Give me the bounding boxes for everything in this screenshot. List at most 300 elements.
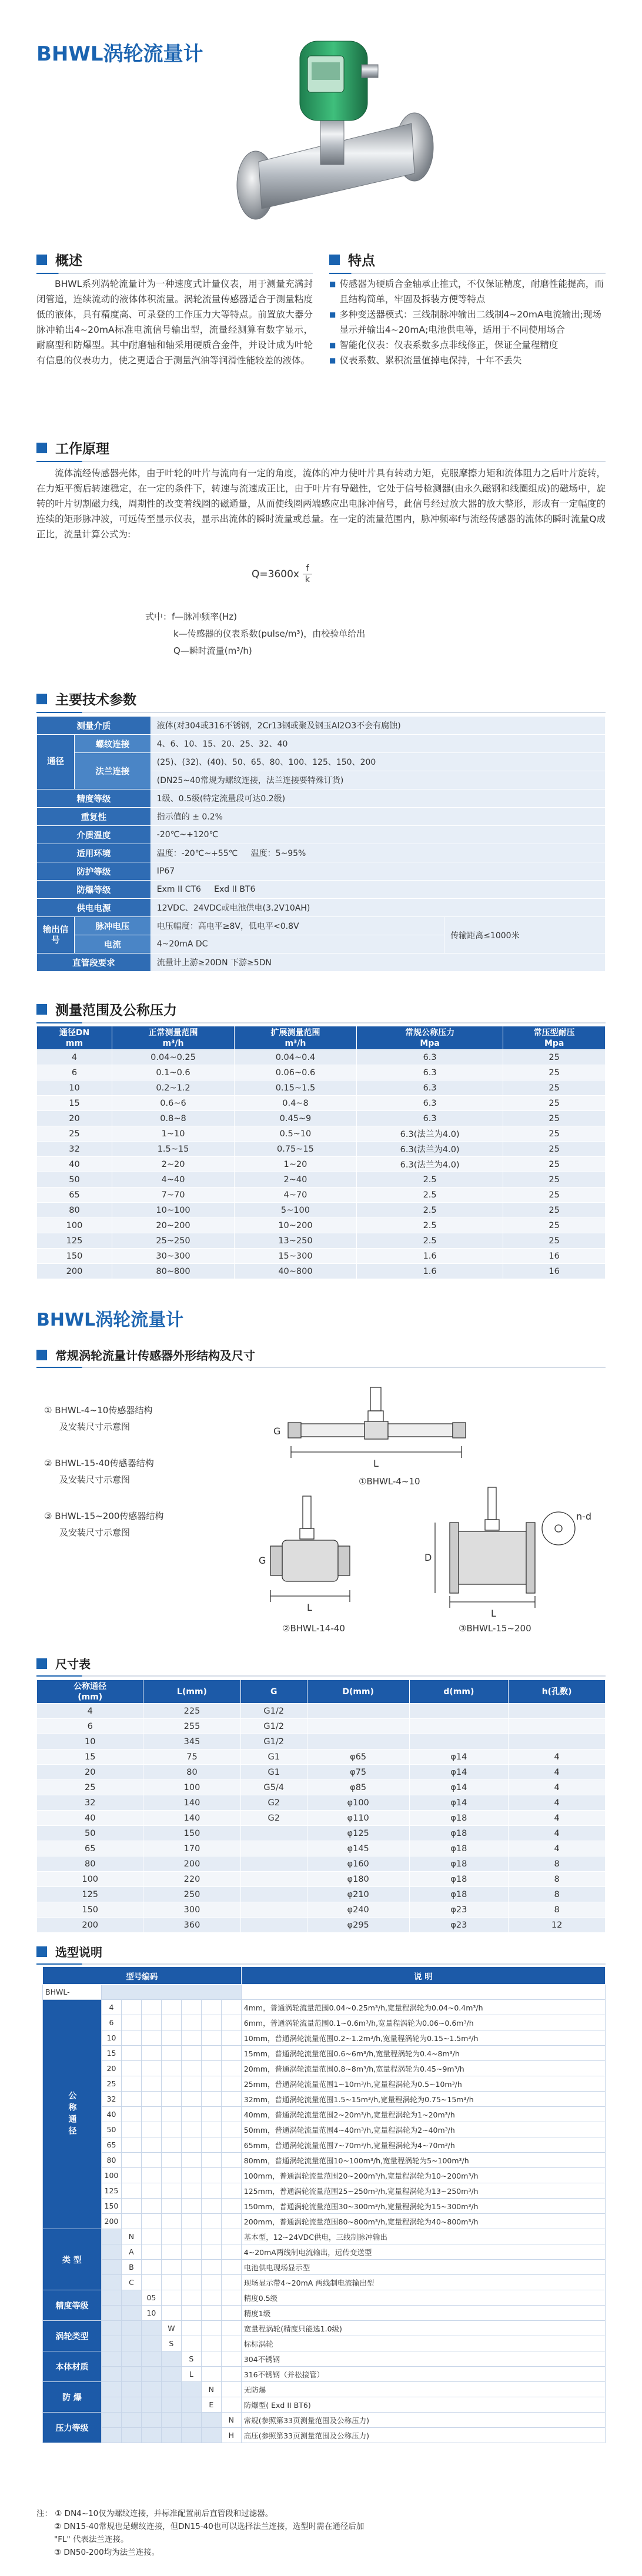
overview-text: BHWL系列涡轮流量计为一种速度式计量仪表，用于测量充满封闭管道，连续流动的液体体积流量。涡轮流量传感器适合于测量粘度低的液体，具有精度高、可录登的工作压力大等特点。前置放大器分脉冲输出4~20mA标准电流信号输出型，流量经测算有数字显示，耐腐型和防爆型。其中耐磨轴和轴采用硬质合金件，并设计成为叶轮有信息的仪表功力，使之更适合于测量汽油等润滑性能较差的液体。 bbox=[36, 279, 313, 366]
table-cell bbox=[240, 1856, 307, 1872]
table-row bbox=[37, 1887, 606, 1902]
table-cell bbox=[509, 1719, 606, 1734]
spec-label: 输出信号 bbox=[37, 917, 75, 954]
spec-value: 4、6、10、15、20、25、32、40 bbox=[151, 735, 605, 753]
filler-cell bbox=[221, 2183, 241, 2199]
spec-label: 供电电源 bbox=[37, 899, 151, 917]
table-row bbox=[37, 1249, 606, 1264]
select-notes bbox=[36, 2507, 606, 2559]
filler-cell bbox=[201, 2367, 221, 2382]
table-cell: 30~300 bbox=[112, 1249, 235, 1264]
filler-cell bbox=[181, 2199, 201, 2214]
filler-cell bbox=[201, 2351, 221, 2367]
table-cell: 25 bbox=[503, 1080, 606, 1096]
filler-cell bbox=[181, 2061, 201, 2076]
table-cell: 100 bbox=[37, 1218, 112, 1233]
filler-cell bbox=[181, 2321, 201, 2336]
selection-row bbox=[43, 2428, 606, 2443]
table-cell: 2.5 bbox=[356, 1233, 503, 1249]
table-row bbox=[37, 1719, 606, 1734]
tech-heading: 主要技术参数 bbox=[55, 692, 136, 708]
filler-cell bbox=[161, 2260, 181, 2275]
table-cell: 300 bbox=[143, 1902, 240, 1918]
filler-cell bbox=[161, 2061, 181, 2076]
table-cell: 32 bbox=[37, 1795, 143, 1811]
selection-desc: 4~20mA两线制电流输出，远传变送型 bbox=[241, 2244, 605, 2260]
spec-label: 介质温度 bbox=[37, 826, 151, 844]
filler-cell bbox=[121, 2046, 141, 2061]
selection-code: W bbox=[161, 2321, 181, 2336]
filler-cell bbox=[161, 2107, 181, 2122]
legend-line: k—传感器的仪表系数(pulse/m³)，由校验单给出 bbox=[173, 628, 366, 639]
table-cell: 4 bbox=[37, 1704, 143, 1719]
filler-cell bbox=[181, 2030, 201, 2046]
filler-cell bbox=[221, 2046, 241, 2061]
selection-row bbox=[43, 2122, 606, 2137]
filler-cell bbox=[221, 2153, 241, 2168]
table-cell: φ75 bbox=[307, 1765, 409, 1780]
table-cell: 25 bbox=[503, 1172, 606, 1187]
table-row bbox=[37, 1050, 606, 1065]
filler-cell bbox=[141, 2229, 161, 2244]
filler-cell bbox=[221, 2336, 241, 2351]
filler-cell bbox=[221, 2214, 241, 2229]
table-cell: 4~40 bbox=[112, 1172, 235, 1187]
selection-code: 150 bbox=[101, 2199, 121, 2214]
spec-value: IP67 bbox=[151, 862, 605, 881]
filler-cell bbox=[141, 2336, 161, 2351]
selection-code: 200 bbox=[101, 2214, 121, 2229]
select-col-desc: 说 明 bbox=[241, 1967, 605, 1985]
selection-code: 4 bbox=[101, 2000, 121, 2015]
selection-code: 05 bbox=[141, 2290, 161, 2306]
table-row bbox=[37, 1264, 606, 1279]
filler-cell bbox=[101, 2260, 121, 2275]
table-cell: 50 bbox=[37, 1826, 143, 1841]
table-cell: φ125 bbox=[307, 1826, 409, 1841]
table-cell: 16 bbox=[503, 1264, 606, 1279]
table-row bbox=[37, 1918, 606, 1933]
table-cell: 1.5~15 bbox=[112, 1142, 235, 1157]
filler-cell bbox=[141, 2030, 161, 2046]
filler-cell bbox=[181, 2336, 201, 2351]
filler-cell bbox=[141, 2076, 161, 2092]
table-cell: 200 bbox=[37, 1918, 143, 1933]
table-cell: 25 bbox=[37, 1780, 143, 1795]
structure-item-sub: 及安装尺寸示意图 bbox=[59, 1421, 131, 1432]
filler-cell bbox=[121, 2306, 141, 2321]
table-cell: 125 bbox=[37, 1233, 112, 1249]
table-cell: 25 bbox=[503, 1111, 606, 1126]
filler-cell bbox=[121, 2061, 141, 2076]
selection-code: S bbox=[181, 2351, 201, 2367]
selection-code: 80 bbox=[101, 2153, 121, 2168]
filler-cell bbox=[221, 2092, 241, 2107]
table-row bbox=[37, 1704, 606, 1719]
selection-desc: 6mm，普通涡轮流量范围0.1~0.6m³/h,宽量程涡轮为0.06~0.6m³/h bbox=[241, 2015, 605, 2030]
spec-label: 法兰连接 bbox=[74, 753, 151, 789]
table-cell: 125 bbox=[37, 1887, 143, 1902]
table-cell: 25 bbox=[503, 1187, 606, 1203]
filler-cell bbox=[221, 2260, 241, 2275]
table-cell: 200 bbox=[37, 1264, 112, 1279]
filler-cell bbox=[201, 2336, 221, 2351]
selection-row bbox=[43, 2367, 606, 2382]
filler-cell bbox=[141, 2000, 161, 2015]
table-cell: 0.04~0.4 bbox=[234, 1050, 356, 1065]
filler-cell bbox=[161, 2153, 181, 2168]
table-cell: 15~300 bbox=[234, 1249, 356, 1264]
table-row bbox=[37, 1080, 606, 1096]
selection-row bbox=[43, 2336, 606, 2351]
filler-cell bbox=[221, 2107, 241, 2122]
selection-group-label: 类 型 bbox=[43, 2229, 102, 2290]
dim-label-nd: n-d bbox=[576, 1511, 592, 1522]
filler-cell bbox=[101, 2413, 121, 2428]
filler-cell bbox=[201, 2229, 221, 2244]
filler-cell bbox=[141, 2397, 161, 2413]
table-row bbox=[37, 1157, 606, 1172]
filler-cell bbox=[141, 2428, 161, 2443]
filler-cell bbox=[201, 2092, 221, 2107]
structure-list bbox=[44, 1402, 163, 1541]
selection-row bbox=[43, 2015, 606, 2030]
filler-cell bbox=[201, 2030, 221, 2046]
filler-cell bbox=[221, 2015, 241, 2030]
table-cell: 2~20 bbox=[112, 1157, 235, 1172]
table-cell: 4 bbox=[509, 1795, 606, 1811]
selection-desc: 4mm，普通涡轮流量范围0.04~0.25m³/h,宽量程涡轮为0.04~0.4m³/h bbox=[241, 2000, 605, 2015]
filler-cell bbox=[181, 2183, 201, 2199]
spec-value: Exm II CT6 Exd II BT6 bbox=[151, 881, 605, 899]
dims-heading: 尺寸表 bbox=[55, 1657, 91, 1671]
selection-desc: 基本型，12~24VDC供电，三线制脉冲输出 bbox=[241, 2229, 605, 2244]
filler-cell bbox=[201, 2000, 221, 2015]
selection-code: E bbox=[201, 2397, 221, 2413]
page-title: BHWL涡轮流量计 bbox=[36, 42, 203, 66]
filler-cell bbox=[141, 2092, 161, 2107]
selection-code: N bbox=[201, 2382, 221, 2397]
table-cell: 25 bbox=[503, 1065, 606, 1080]
spec-label: 电流 bbox=[74, 935, 151, 954]
filler-cell bbox=[141, 2168, 161, 2183]
filler-cell bbox=[141, 2351, 161, 2367]
filler-cell bbox=[101, 2306, 121, 2321]
filler-cell bbox=[141, 2015, 161, 2030]
filler-cell bbox=[121, 2336, 141, 2351]
filler-cell bbox=[121, 2137, 141, 2153]
table-cell: φ14 bbox=[409, 1749, 509, 1765]
table-cell: 2.5 bbox=[356, 1187, 503, 1203]
filler-cell bbox=[121, 2351, 141, 2367]
table-cell: 1.6 bbox=[356, 1249, 503, 1264]
spec-value: 指示值的 ± 0.2% bbox=[151, 808, 605, 826]
principle-text: 流体流经传感器壳体，由于叶轮的叶片与流向有一定的角度，流体的冲力使叶片具有转动力矩，克服摩擦力矩和流体阻力之后叶片旋转，在力矩平衡后转速稳定，在一定的条件下，转速与流速成正比，由于叶片有导磁性，它处于信号检测器(由永久磁钢和线圈组成)的磁场中，旋转的叶片切割磁力线，周期性的改变着线圈的磁通量，从而使线圈两端感应出电脉冲信号，此信号经过放大器的放大整形，形成有一定幅度的连续的矩形脉冲波，可远传至显示仪表，显示出流体的瞬时流量或总量。在一定的流量范围内，脉冲频率f与流经传感器的流体的瞬时流量Q成正比，流量计算公式为: bbox=[36, 468, 606, 540]
table-cell: φ18 bbox=[409, 1872, 509, 1887]
selection-desc: 20mm，普通涡轮流量范围0.8~8m³/h,宽量程涡轮为0.45~9m³/h bbox=[241, 2061, 605, 2076]
selection-table bbox=[42, 1966, 606, 2443]
filler-cell bbox=[141, 2275, 161, 2290]
table-cell: 4 bbox=[509, 1765, 606, 1780]
table-cell: 150 bbox=[143, 1826, 240, 1841]
filler-cell bbox=[181, 2168, 201, 2183]
filler-cell bbox=[181, 2229, 201, 2244]
filler-cell bbox=[161, 2168, 181, 2183]
table-cell: 25~250 bbox=[112, 1233, 235, 1249]
table-cell: 150 bbox=[37, 1902, 143, 1918]
drawing-bhwl-15-200 bbox=[424, 1487, 591, 1634]
table-cell: 6.3 bbox=[356, 1080, 503, 1096]
filler-cell bbox=[201, 2137, 221, 2153]
table-cell bbox=[509, 1704, 606, 1719]
table-cell bbox=[240, 1902, 307, 1918]
table-cell: 20 bbox=[37, 1765, 143, 1780]
table-row bbox=[37, 1203, 606, 1218]
table-cell: 25 bbox=[503, 1233, 606, 1249]
filler-cell bbox=[101, 2367, 121, 2382]
filler-cell bbox=[101, 2321, 121, 2336]
filler-cell bbox=[181, 2076, 201, 2092]
selection-code: S bbox=[161, 2336, 181, 2351]
selection-code: N bbox=[221, 2413, 241, 2428]
filler-cell bbox=[201, 2428, 221, 2443]
selection-row bbox=[43, 2153, 606, 2168]
selection-group-label: 精度等级 bbox=[43, 2290, 102, 2321]
filler-cell bbox=[201, 2153, 221, 2168]
filler-cell bbox=[141, 2244, 161, 2260]
table-cell bbox=[240, 1872, 307, 1887]
table-cell: 170 bbox=[143, 1841, 240, 1856]
selection-desc: 标标涡轮 bbox=[241, 2336, 605, 2351]
note-line: 注： ① DN4~10仅为螺纹连接，并标准配置前后直管段和过滤器。 bbox=[36, 2509, 273, 2518]
selection-row bbox=[43, 2351, 606, 2367]
select-col-code: 型号编码 bbox=[43, 1967, 242, 1985]
filler-cell bbox=[201, 2244, 221, 2260]
range-col-header: 常规公称压力 Mpa bbox=[356, 1026, 503, 1050]
selection-code: 15 bbox=[101, 2046, 121, 2061]
table-cell: φ18 bbox=[409, 1856, 509, 1872]
table-cell: 150 bbox=[37, 1249, 112, 1264]
selection-desc: 精度0.5级 bbox=[241, 2290, 605, 2306]
selection-code: 50 bbox=[101, 2122, 121, 2137]
selection-group-label: 本体材质 bbox=[43, 2351, 102, 2382]
filler-cell bbox=[121, 2290, 141, 2306]
table-cell bbox=[307, 1719, 409, 1734]
selection-code: A bbox=[121, 2244, 141, 2260]
filler-cell bbox=[181, 2306, 201, 2321]
filler-cell bbox=[101, 2275, 121, 2290]
table-cell: 40~800 bbox=[234, 1264, 356, 1279]
table-cell: 25 bbox=[503, 1126, 606, 1142]
selection-row bbox=[43, 2290, 606, 2306]
drawing-bhwl-14-40 bbox=[259, 1496, 350, 1634]
table-cell: 15 bbox=[37, 1749, 143, 1765]
filler-cell bbox=[161, 2000, 181, 2015]
table-cell: 10 bbox=[37, 1734, 143, 1749]
filler-cell bbox=[121, 2199, 141, 2214]
table-cell: φ18 bbox=[409, 1841, 509, 1856]
table-cell: 6.3(法兰为4.0) bbox=[356, 1126, 503, 1142]
filler-cell bbox=[181, 2153, 201, 2168]
table-cell: 25 bbox=[503, 1050, 606, 1065]
table-cell: 0.1~0.6 bbox=[112, 1065, 235, 1080]
feature-item: ■ 传感器为硬质合金轴承止推式，不仅保证精度，耐磨性能提高，而且结构简单，牢固及拆装方便等特点 bbox=[339, 279, 604, 305]
spec-value: -20℃~+120℃ bbox=[151, 826, 605, 844]
dim-label-G: G bbox=[259, 1555, 266, 1566]
table-cell: G1 bbox=[240, 1765, 307, 1780]
section-title: BHWL涡轮流量计 bbox=[36, 1310, 184, 1330]
table-cell: 255 bbox=[143, 1719, 240, 1734]
filler-cell bbox=[181, 2260, 201, 2275]
table-cell: 0.15~1.5 bbox=[234, 1080, 356, 1096]
dims-col-header: D(mm) bbox=[307, 1680, 409, 1704]
spec-label: 精度等级 bbox=[37, 789, 151, 808]
filler-cell bbox=[181, 2382, 201, 2397]
table-cell: 80 bbox=[37, 1203, 112, 1218]
selection-row bbox=[43, 2076, 606, 2092]
table-cell: φ23 bbox=[409, 1918, 509, 1933]
table-cell: 25 bbox=[503, 1157, 606, 1172]
table-row bbox=[37, 1096, 606, 1111]
table-row bbox=[37, 1126, 606, 1142]
table-cell: φ14 bbox=[409, 1765, 509, 1780]
filler-cell bbox=[101, 2428, 121, 2443]
filler-cell bbox=[221, 2122, 241, 2137]
filler-cell bbox=[161, 2306, 181, 2321]
selection-desc: 15mm，普通涡轮流量范围0.6~6m³/h,宽量程涡轮为0.4~8m³/h bbox=[241, 2046, 605, 2061]
selection-desc: 50mm，普通涡轮流量范围4~40m³/h,宽量程涡轮为2~40m³/h bbox=[241, 2122, 605, 2137]
selection-desc: 宽量程涡轮(精度只能选1.0级) bbox=[241, 2321, 605, 2336]
filler-cell bbox=[181, 2092, 201, 2107]
selection-row bbox=[43, 2229, 606, 2244]
table-cell: 65 bbox=[37, 1841, 143, 1856]
table-cell: 0.45~9 bbox=[234, 1111, 356, 1126]
table-cell: 2.5 bbox=[356, 1172, 503, 1187]
filler-cell bbox=[121, 2214, 141, 2229]
filler-cell bbox=[141, 2214, 161, 2229]
filler-cell bbox=[221, 2137, 241, 2153]
dim-label-L: L bbox=[307, 1602, 312, 1613]
filler-cell bbox=[141, 2122, 161, 2137]
filler-cell bbox=[181, 2244, 201, 2260]
table-cell: φ18 bbox=[409, 1826, 509, 1841]
table-cell: 25 bbox=[503, 1096, 606, 1111]
table-row bbox=[37, 1856, 606, 1872]
filler-cell bbox=[201, 2214, 221, 2229]
dim-label-L: L bbox=[373, 1458, 379, 1469]
filler-cell bbox=[141, 2413, 161, 2428]
table-cell: φ65 bbox=[307, 1749, 409, 1765]
table-cell: 2~40 bbox=[234, 1172, 356, 1187]
filler-cell bbox=[101, 2351, 121, 2367]
legend-line: Q—瞬时流量(m³/h) bbox=[173, 645, 252, 656]
table-cell bbox=[409, 1704, 509, 1719]
filler-cell bbox=[201, 2061, 221, 2076]
filler-cell bbox=[141, 2199, 161, 2214]
table-cell: G1/2 bbox=[240, 1734, 307, 1749]
table-row bbox=[37, 1765, 606, 1780]
selection-code: 6 bbox=[101, 2015, 121, 2030]
filler-cell bbox=[201, 2413, 221, 2428]
table-cell: 2.5 bbox=[356, 1218, 503, 1233]
filler-cell bbox=[161, 2351, 181, 2367]
selection-row bbox=[43, 2275, 606, 2290]
spec-value: 传输距离≤1000米 bbox=[444, 917, 606, 954]
note-line: ② DN15-40常规也是螺纹连接，但DN15-40也可以选择法兰连接，选型时需在通径后加 bbox=[54, 2522, 365, 2531]
table-cell: 225 bbox=[143, 1704, 240, 1719]
range-col-header: 扩展测量范围 m³/h bbox=[234, 1026, 356, 1050]
select-heading: 选型说明 bbox=[55, 1945, 102, 1959]
filler-cell bbox=[181, 2214, 201, 2229]
selection-desc: 无防爆 bbox=[241, 2382, 605, 2397]
drawing-caption: ①BHWL-4~10 bbox=[359, 1476, 420, 1487]
filler-cell bbox=[121, 2168, 141, 2183]
table-row bbox=[37, 1233, 606, 1249]
filler-cell bbox=[161, 2428, 181, 2443]
structure-item: ② BHWL-15-40传感器结构 bbox=[44, 1458, 154, 1468]
table-cell: G1/2 bbox=[240, 1704, 307, 1719]
selection-desc: 316不锈钢（并松接管） bbox=[241, 2367, 605, 2382]
table-row bbox=[37, 1065, 606, 1080]
table-cell: 6.3 bbox=[356, 1065, 503, 1080]
selection-row bbox=[43, 2244, 606, 2260]
feature-item: ■ 多种变送器模式：三线制脉冲输出二线制4~20mA电流输出;现场显示并输出4~20mA;电池供电等，适用于不同使用场合 bbox=[339, 309, 601, 335]
table-cell: φ100 bbox=[307, 1795, 409, 1811]
table-row bbox=[37, 1142, 606, 1157]
selection-row bbox=[43, 2413, 606, 2428]
selection-code: 40 bbox=[101, 2107, 121, 2122]
selection-desc: 65mm，普通涡轮流量范围7~70m³/h,宽量程涡轮为4~70m³/h bbox=[241, 2137, 605, 2153]
table-cell: 100 bbox=[37, 1872, 143, 1887]
dims-col-header: d(mm) bbox=[409, 1680, 509, 1704]
filler-cell bbox=[161, 2229, 181, 2244]
table-row bbox=[37, 1111, 606, 1126]
table-cell: 220 bbox=[143, 1872, 240, 1887]
table-cell: 80~800 bbox=[112, 1264, 235, 1279]
filler-cell bbox=[161, 2397, 181, 2413]
features-heading: 特点 bbox=[348, 253, 375, 269]
selection-code: 100 bbox=[101, 2168, 121, 2183]
filler-cell bbox=[121, 2153, 141, 2168]
filler-cell bbox=[161, 2092, 181, 2107]
table-cell: 6.3(法兰为4.0) bbox=[356, 1142, 503, 1157]
selection-desc: 10mm，普通涡轮流量范围0.2~1.2m³/h,宽量程涡轮为0.15~1.5m³/h bbox=[241, 2030, 605, 2046]
table-cell: 0.04~0.25 bbox=[112, 1050, 235, 1065]
selection-code: B bbox=[121, 2260, 141, 2275]
spec-value: 4~20mA DC bbox=[151, 935, 444, 954]
formula-lhs: Q=3600x bbox=[252, 568, 299, 580]
selection-code: 25 bbox=[101, 2076, 121, 2092]
selection-code: C bbox=[121, 2275, 141, 2290]
table-row bbox=[37, 1780, 606, 1795]
table-cell: 75 bbox=[143, 1749, 240, 1765]
table-cell: 140 bbox=[143, 1811, 240, 1826]
table-row bbox=[37, 1172, 606, 1187]
selection-code: 20 bbox=[101, 2061, 121, 2076]
selection-desc: 现场显示带4~20mA 两线制电流输出型 bbox=[241, 2275, 605, 2290]
filler-cell bbox=[121, 2030, 141, 2046]
filler-cell bbox=[221, 2244, 241, 2260]
table-cell: 6 bbox=[37, 1065, 112, 1080]
selection-row bbox=[43, 2000, 606, 2015]
table-row bbox=[37, 1749, 606, 1765]
filler-cell bbox=[201, 2275, 221, 2290]
filler-cell bbox=[161, 2382, 181, 2397]
table-cell: 32 bbox=[37, 1142, 112, 1157]
filler-cell bbox=[201, 2306, 221, 2321]
filler-cell bbox=[181, 2015, 201, 2030]
flow-formula bbox=[252, 563, 312, 585]
